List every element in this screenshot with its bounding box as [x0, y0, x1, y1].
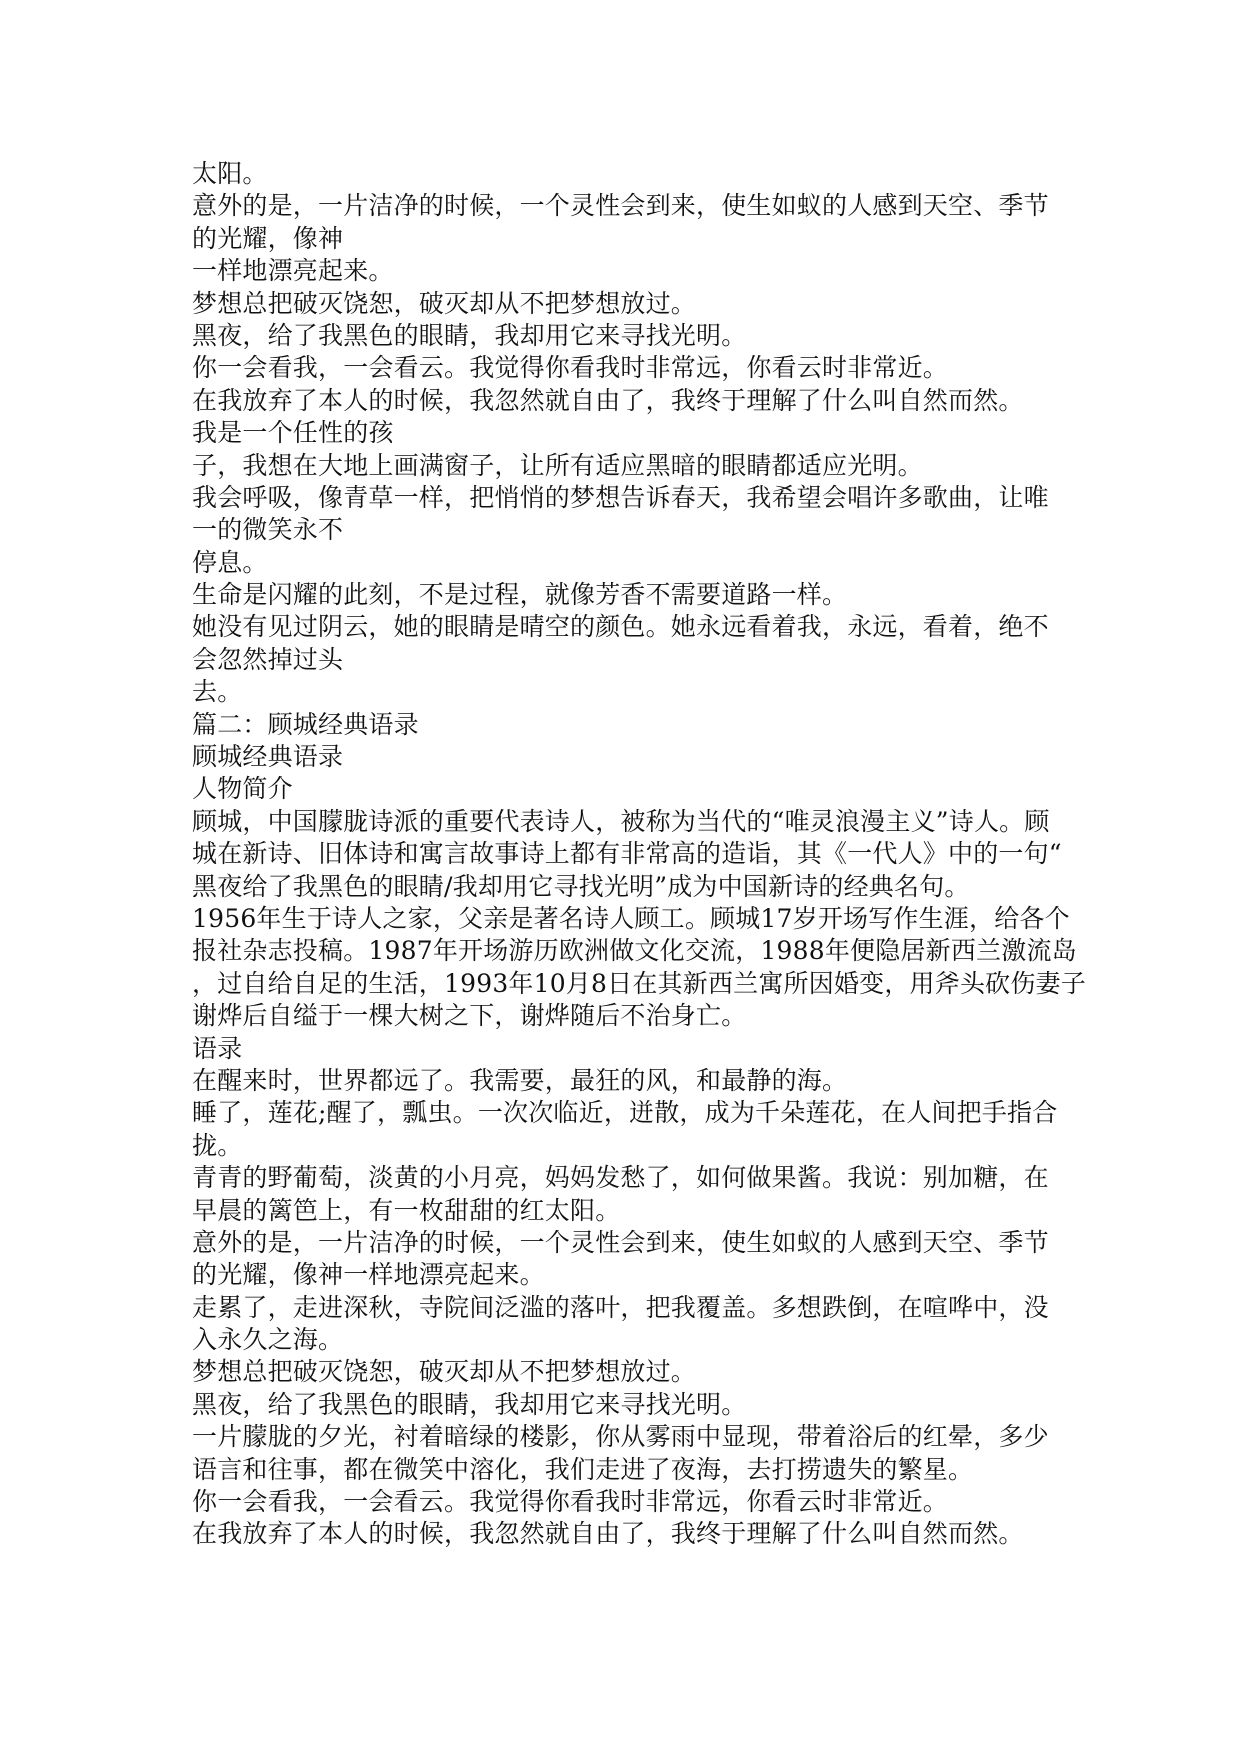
text-line: 一片朦胧的夕光，衬着暗绿的楼影，你从雾雨中显现，带着浴后的红晕，多少 — [192, 1422, 1049, 1452]
text-line: 报社杂志投稿。1987年开场游历欧洲做文化交流，1988年便隐居新西兰激流岛 — [192, 936, 1077, 966]
text-line: 意外的是，一片洁净的时候，一个灵性会到来，使生如蚁的人感到天空、季节 — [192, 1227, 1049, 1257]
text-line: 你一会看我，一会看云。我觉得你看我时非常远，你看云时非常近。 — [192, 353, 949, 383]
text-line: 黑夜，给了我黑色的眼睛，我却用它来寻找光明。 — [192, 1389, 747, 1419]
text-line: 谢烨后自缢于一棵大树之下，谢烨随后不治身亡。 — [192, 1001, 747, 1031]
text-line: 在醒来时，世界都远了。我需要，最狂的风，和最静的海。 — [192, 1065, 848, 1095]
text-line: 梦想总把破灭饶恕，破灭却从不把梦想放过。 — [192, 1357, 697, 1387]
text-line: 早晨的篱笆上，有一枚甜甜的红太阳。 — [192, 1195, 621, 1225]
text-line: 黑夜，给了我黑色的眼睛，我却用它来寻找光明。 — [192, 320, 747, 350]
text-line: 会忽然掉过头 — [192, 644, 344, 674]
text-line: 她没有见过阴云，她的眼睛是晴空的颜色。她永远看着我，永远，看着，绝不 — [192, 612, 1049, 642]
text-line: 黑夜给了我黑色的眼睛/我却用它寻找光明”成为中国新诗的经典名句。 — [192, 871, 970, 901]
text-line: 去。 — [192, 677, 243, 707]
text-line: 顾城，中国朦胧诗派的重要代表诗人，被称为当代的“唯灵浪漫主义”诗人。顾 — [192, 806, 1050, 836]
section-title: 顾城经典语录 — [192, 742, 344, 772]
text-line: 的光耀，像神 — [192, 223, 344, 253]
text-line: 子，我想在大地上画满窗子，让所有适应黑暗的眼睛都适应光明。 — [192, 450, 923, 480]
text-line: 语言和往事，都在微笑中溶化，我们走进了夜海，去打捞遗失的繁星。 — [192, 1454, 974, 1484]
subsection-heading: 人物简介 — [192, 774, 293, 804]
text-line: 入永久之海。 — [192, 1325, 344, 1355]
text-line: 青青的野葡萄，淡黄的小月亮，妈妈发愁了，如何做果酱。我说：别加糖，在 — [192, 1163, 1049, 1193]
document-body — [192, 158, 1086, 1551]
text-line: 睡了，莲花;醒了，瓢虫。一次次临近，迸散，成为千朵莲花，在人间把手指合 — [192, 1098, 1058, 1128]
text-line: 意外的是，一片洁净的时候，一个灵性会到来，使生如蚁的人感到天空、季节 — [192, 191, 1049, 221]
subsection-heading: 语录 — [192, 1033, 243, 1063]
text-line: 我会呼吸，像青草一样，把悄悄的梦想告诉春天，我希望会唱许多歌曲，让唯 — [192, 482, 1049, 512]
text-line: 我是一个任性的孩 — [192, 418, 394, 448]
text-line: 在我放弃了本人的时候，我忽然就自由了，我终于理解了什么叫自然而然。 — [192, 1519, 1024, 1549]
text-line: 拢。 — [192, 1130, 243, 1160]
text-line: 你一会看我，一会看云。我觉得你看我时非常远，你看云时非常近。 — [192, 1487, 949, 1517]
text-line: 梦想总把破灭饶恕，破灭却从不把梦想放过。 — [192, 288, 697, 318]
text-line: 1956年生于诗人之家，父亲是著名诗人顾工。顾城17岁开场写作生涯，给各个 — [192, 903, 1070, 933]
text-line: 在我放弃了本人的时候，我忽然就自由了，我终于理解了什么叫自然而然。 — [192, 385, 1024, 415]
text-line: 一样地漂亮起来。 — [192, 256, 394, 286]
text-line: 生命是闪耀的此刻，不是过程，就像芳香不需要道路一样。 — [192, 580, 848, 610]
text-line: 一的微笑永不 — [192, 515, 344, 545]
text-line: 停息。 — [192, 547, 268, 577]
text-line: 太阳。 — [192, 159, 268, 188]
text-line: 走累了，走进深秋，寺院间泛滥的落叶，把我覆盖。多想跌倒，在喧哗中，没 — [192, 1292, 1049, 1322]
text-line: 城在新诗、旧体诗和寓言故事诗上都有非常高的造诣，其《一代人》中的一句“ — [192, 839, 1062, 869]
text-line: ，过自给自足的生活，1993年10月8日在其新西兰寓所因婚变，用斧头砍伤妻子 — [192, 968, 1086, 998]
text-line: 的光耀，像神一样地漂亮起来。 — [192, 1260, 545, 1290]
section-heading: 篇二：顾城经典语录 — [192, 709, 419, 739]
